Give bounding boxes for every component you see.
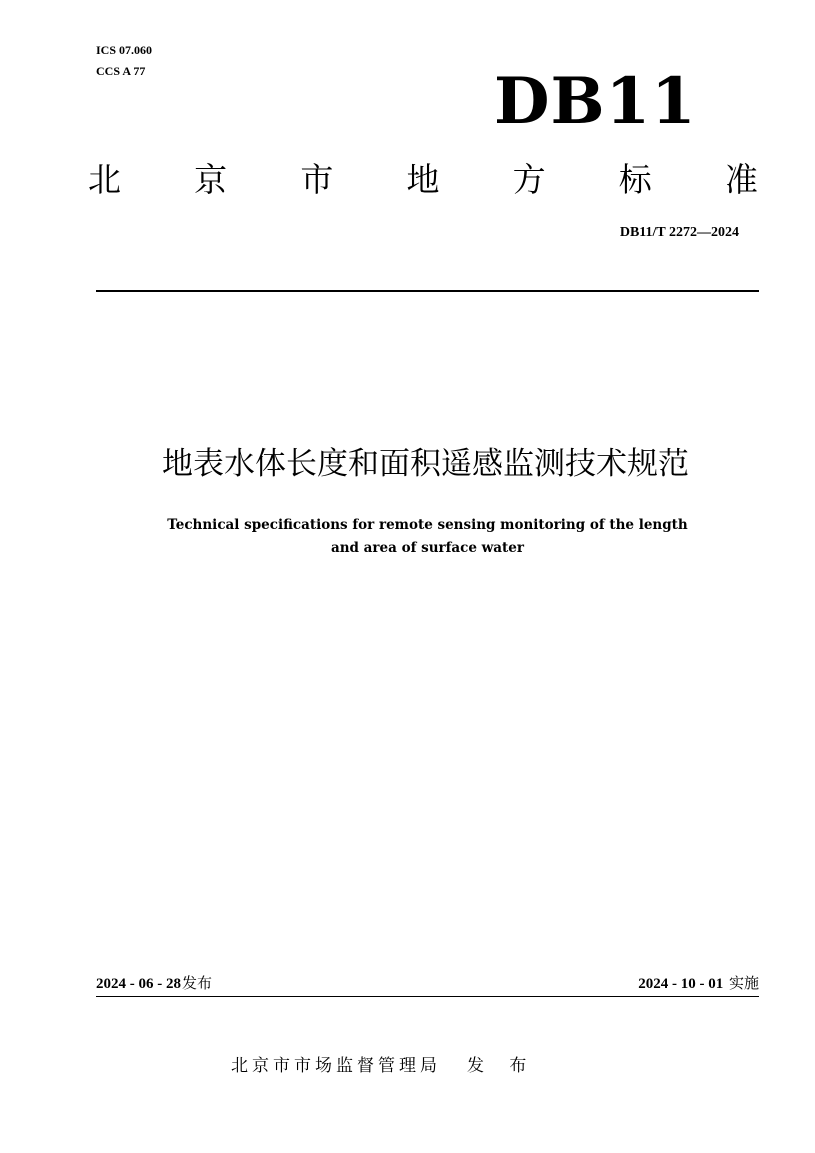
bottom-divider xyxy=(96,996,759,997)
issuer-line xyxy=(231,1053,536,1079)
title-chinese: 地表水体长度和面积遥感监测技术规范 xyxy=(162,446,689,482)
implement-label: 实施 xyxy=(728,974,759,992)
publish-date-block xyxy=(96,972,212,995)
standard-type-char: 京 xyxy=(194,160,228,199)
publish-date: 2024 - 06 - 28 xyxy=(96,976,181,992)
issuer-name: 北京市市场监督管理局 xyxy=(231,1056,441,1076)
publish-label: 发布 xyxy=(182,974,213,992)
ccs-code: CCS A 77 xyxy=(96,64,146,78)
db11-logo: DB11 xyxy=(494,64,697,139)
title-english xyxy=(96,514,759,560)
standard-number: DB11/T 2272—2024 xyxy=(619,225,739,240)
classification-codes xyxy=(96,40,152,82)
standard-type-char: 标 xyxy=(618,160,652,199)
standard-type-char: 地 xyxy=(406,160,440,199)
standard-type-char: 市 xyxy=(300,160,334,199)
ics-code: ICS 07.060 xyxy=(96,43,153,57)
standard-type-char: 方 xyxy=(512,160,546,199)
standard-type-char: 准 xyxy=(724,160,758,199)
title-english-line2: and area of surface water xyxy=(330,540,524,556)
standard-type-heading xyxy=(88,156,758,204)
top-divider xyxy=(96,290,759,292)
standard-type-char: 北 xyxy=(88,160,121,199)
implement-date-block xyxy=(638,972,759,995)
issue-label: 发 布 xyxy=(467,1056,537,1076)
implement-date: 2024 - 10 - 01 xyxy=(638,976,724,992)
title-english-line1: Technical specifications for remote sensing monitoring of the length xyxy=(167,517,688,533)
